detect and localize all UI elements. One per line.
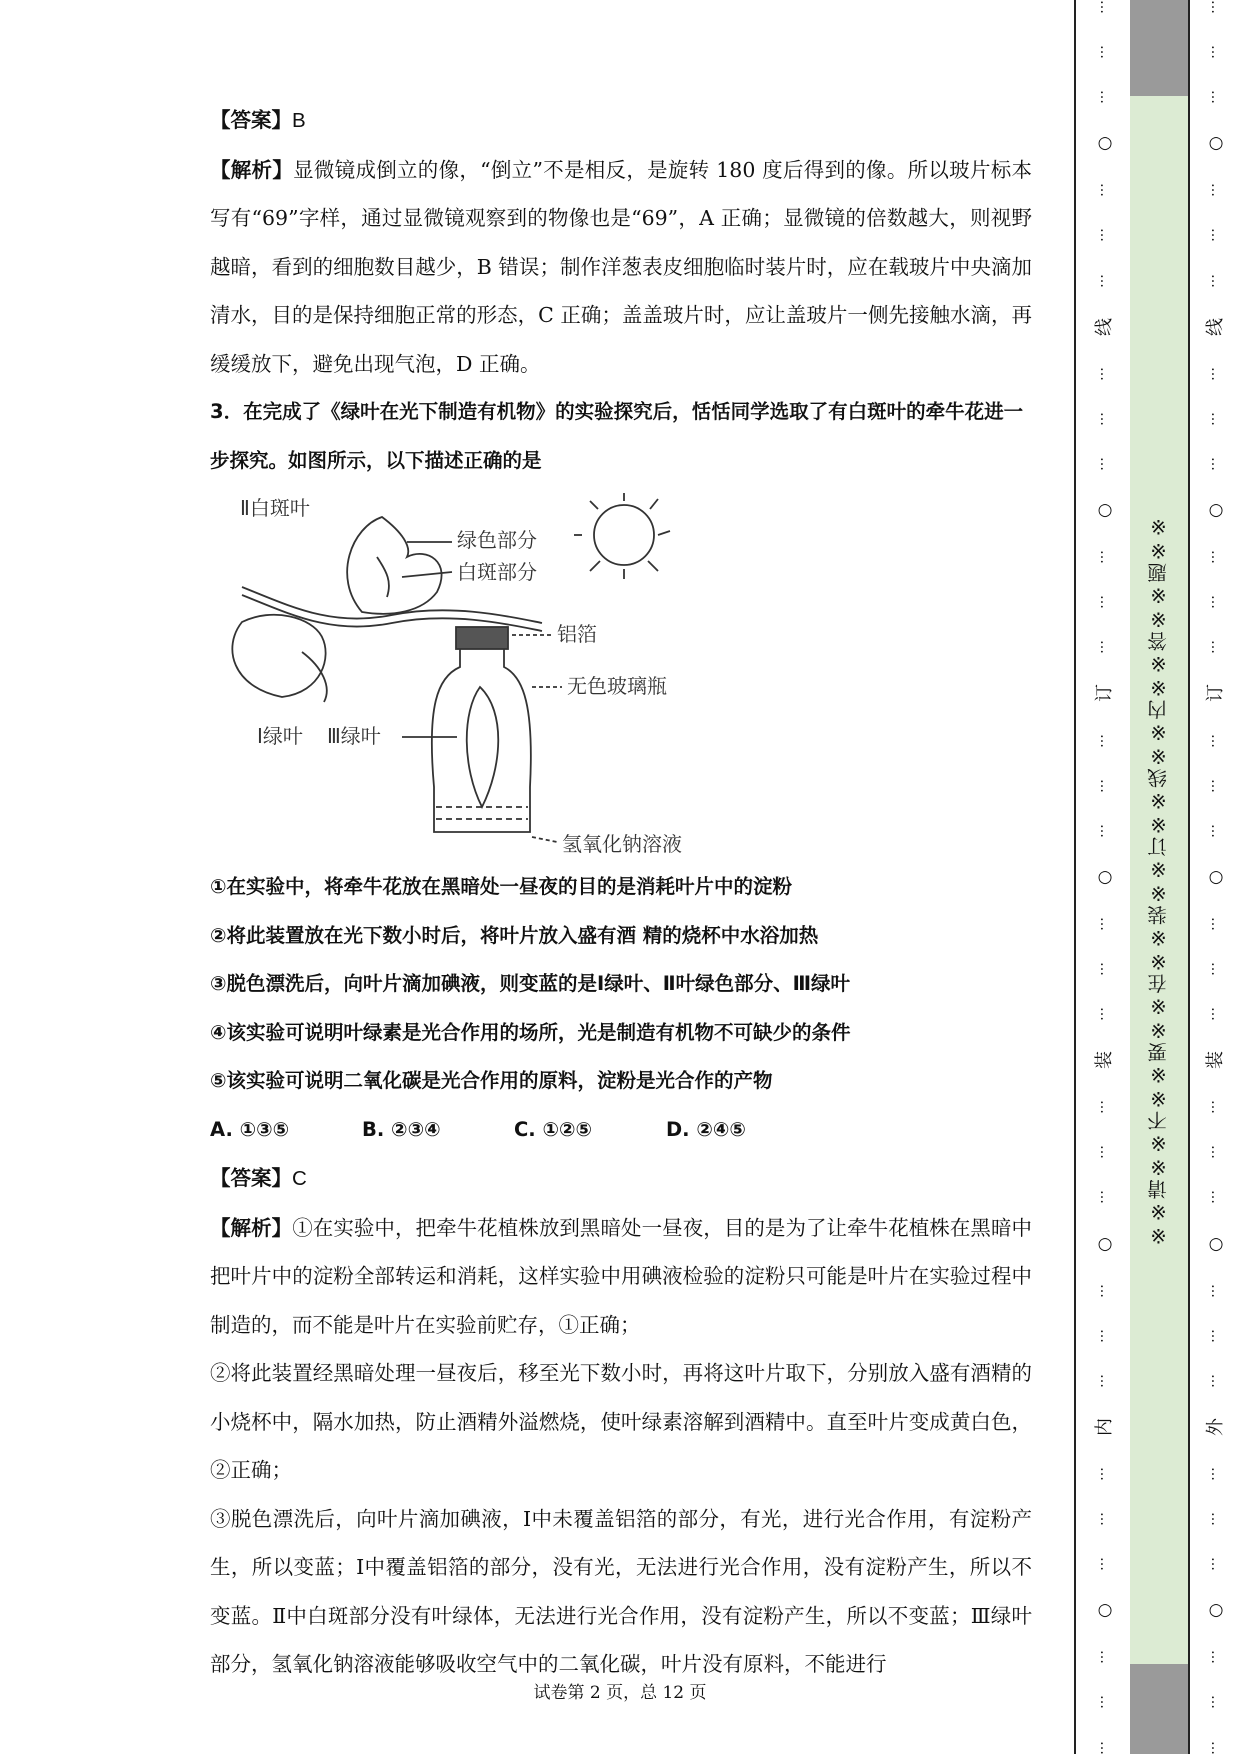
label-leaf-3: Ⅲ绿叶 [327, 724, 381, 748]
seal-label: 线 [1094, 317, 1115, 336]
answer-tag: 【答案】 [210, 1166, 292, 1190]
circle-icon: ○ [1208, 133, 1224, 154]
option-b[interactable]: B. ②③④ [362, 1117, 441, 1141]
answer-1 [210, 96, 1032, 146]
analysis-tag: 【解析】 [210, 1215, 293, 1240]
green-leaf-1 [232, 615, 325, 697]
circle-icon: ○ [1208, 500, 1224, 521]
seal-label: 外 [1205, 1417, 1226, 1436]
margin-line-left [1074, 0, 1076, 1754]
statement: ①在实验中，将牵牛花放在黑暗处一昼夜的目的是消耗叶片中的淀粉 [210, 875, 793, 898]
statement: ②将此装置放在光下数小时后，将叶片放入盛有酒 精的烧杯中水浴加热 [210, 923, 819, 947]
sun-icon [574, 493, 670, 579]
analysis-text: ①在实验中，把牵牛花植株放到黑暗处一昼夜，目的是为了让牵牛花植株在黑暗中把叶片中的淀粉全部转运和消耗，这样实验中用碘液检验的淀粉只可能是叶片在实验过程中制造的，而不能是叶片在实验前贮存，①正确； [210, 1215, 1033, 1337]
analysis-text: 显微镜成倒立的像，“倒立”不是相反，是旋转 180 度后得到的像。所以玻片标本写有“69”字样，通过显微镜观察到的物像也是“69”，A 正确；显微镜的倍数越大，则视野越暗，看到的细胞数目越少，B 错误；制作洋葱表皮细胞临时装片时，应在载玻片中央滴加清水，目的是保持细胞正常的形态，C 正确；盖盖玻片时，应让盖玻片一侧先接触水滴，再缓缓放下，避免出现气泡，D 正确。 [210, 157, 1033, 376]
circle-icon: ○ [1208, 1600, 1224, 1621]
margin-grey-top [1130, 0, 1188, 96]
seal-label: 内 [1094, 1417, 1115, 1436]
seal-label: 订 [1094, 684, 1115, 703]
analysis-3-p2: ②将此装置经黑暗处理一昼夜后，移至光下数小时，再将这叶片取下，分别放入盛有酒精的小烧杯中，隔水加热，防止酒精外溢燃烧，使叶绿素溶解到酒精中。直至叶片变成黄白色，②正确； [210, 1361, 1032, 1482]
green-leaf-3 [467, 687, 499, 807]
analysis-3-p3: ③脱色漂洗后，向叶片滴加碘液，Ⅰ中未覆盖铝箔的部分，有光，进行光合作用，有淀粉产生，所以变蓝；Ⅰ中覆盖铝箔的部分，没有光，无法进行光合作用，没有淀粉产生，所以不变蓝。Ⅱ中白斑部分没有叶绿体，无法进行光合作用，没有淀粉产生，所以不变蓝；Ⅲ绿叶部分，氢氧化钠溶液能够吸收空气中的二氧化碳，叶片没有原料，不能进行 [210, 1506, 1032, 1676]
answer-value: C [292, 1167, 307, 1190]
margin-grey-bottom [1130, 1664, 1188, 1754]
page-content [210, 96, 1032, 1689]
answer-value: B [292, 109, 306, 132]
answer-3 [210, 1154, 1032, 1204]
option-a[interactable]: A. ①③⑤ [210, 1117, 290, 1141]
label-white-leaf: Ⅱ白斑叶 [240, 496, 310, 520]
circle-icon: ○ [1097, 133, 1113, 154]
circle-icon: ○ [1097, 1600, 1113, 1621]
outer-seal-column: … … … ○ … … … 线 … … … ○ … … … 订 … … … ○ … … … 装 … … … ○ … … … 外 … … … ○ … … … [1205, 0, 1226, 1754]
seal-label: 订 [1205, 684, 1226, 703]
seal-label: 装 [1094, 1051, 1115, 1070]
circle-icon: ○ [1208, 866, 1224, 887]
analysis-3-p1 [210, 1204, 1032, 1350]
inner-seal-column: … … … ○ … … … 线 … … … ○ … … … 订 … … … ○ … … … 装 … … … ○ … … … 内 … … … ○ … … … [1094, 0, 1115, 1754]
statement: ③脱色漂洗后，向叶片滴加碘液，则变蓝的是Ⅰ绿叶、Ⅱ叶绿色部分、Ⅲ绿叶 [210, 972, 851, 995]
seal-label: 线 [1205, 317, 1226, 336]
question-text: 在完成了《绿叶在光下制造有机物》的实验探究后，恬恬同学选取了有白斑叶的牵牛花进一步探究。如图所示，以下描述正确的是 [210, 400, 1024, 472]
option-c[interactable]: C. ①②⑤ [514, 1117, 593, 1141]
circle-icon: ○ [1097, 866, 1113, 887]
margin-strip-text: ※※请※※不※※要※※在※※装※※订※※线※※内※※答※※题※※ [1147, 513, 1170, 1247]
statement-list [210, 863, 1032, 1106]
cork-icon [456, 627, 508, 649]
label-white-part: 白斑部分 [457, 560, 537, 584]
circle-icon: ○ [1097, 1233, 1113, 1254]
options-row [210, 1106, 1032, 1155]
statement: ⑤该实验可说明二氧化碳是光合作用的原料，淀粉是光合作的产物 [210, 1069, 773, 1092]
label-foil: 铝箔 [557, 622, 597, 646]
question-number: 3． [210, 400, 244, 423]
label-leaf-1: Ⅰ绿叶 [257, 724, 303, 748]
label-green-part: 绿色部分 [457, 528, 537, 552]
answer-tag: 【答案】 [210, 108, 292, 132]
label-bottle: 无色玻璃瓶 [567, 674, 667, 698]
option-d[interactable]: D. ②④⑤ [666, 1117, 746, 1141]
experiment-figure [212, 487, 732, 859]
label-solution: 氢氧化钠溶液 [562, 832, 682, 856]
circle-icon: ○ [1208, 1233, 1224, 1254]
page-footer: 试卷第 2 页，总 12 页 [533, 1683, 707, 1703]
seal-label: 装 [1205, 1051, 1226, 1070]
question-3 [210, 388, 1032, 485]
white-spot-leaf [347, 517, 441, 614]
analysis-tag: 【解析】 [210, 157, 294, 182]
circle-icon: ○ [1097, 500, 1113, 521]
statement: ④该实验可说明叶绿素是光合作用的场所，光是制造有机物不可缺少的条件 [210, 1020, 851, 1044]
analysis-1 [210, 146, 1032, 389]
margin-line-mid-right [1188, 0, 1190, 1754]
